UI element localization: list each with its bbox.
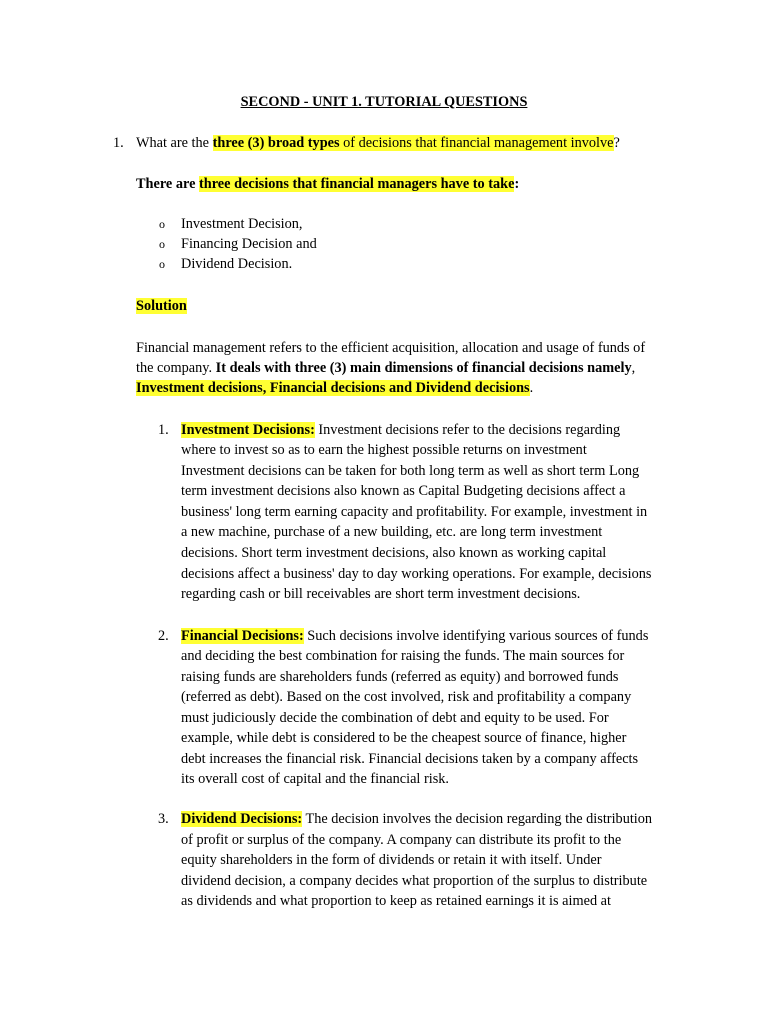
item-line: (referred as debt). Based on the cost involved, risk and profitability a company <box>181 689 632 705</box>
page-title: SECOND - UNIT 1. TUTORIAL QUESTIONS <box>240 94 528 110</box>
item-line: Investment decisions can be taken for both long term as well as short term Long <box>181 463 640 479</box>
item-number: 3. <box>158 811 169 827</box>
item-first-line-text: Such decisions involve identifying various sources of funds <box>303 628 649 644</box>
item-line: its overall cost of capital and the financial risk. <box>181 771 449 787</box>
item-line: where to invest so as to earn the highest possible returns on investment <box>181 442 587 458</box>
item-line: business' long term earning capacity and profitability. For example, investment in <box>181 504 648 520</box>
item-line: decisions affect a business' day to day working operations. For example, decisions <box>181 566 652 582</box>
item-number: 2. <box>158 628 169 644</box>
item-line: equity shareholders in the form of dividends or retain it with itself. Under <box>181 852 602 868</box>
question-text-end: ? <box>613 135 620 151</box>
intro-line-2-end: , <box>631 360 636 376</box>
item-first-line <box>181 626 648 647</box>
question-highlight: three (3) broad types <box>212 135 340 151</box>
item-heading: Financial Decisions: <box>181 628 304 644</box>
item-heading: Investment Decisions: <box>181 422 315 438</box>
bullet-item: Dividend Decision. <box>181 256 293 272</box>
bullet-marker: o <box>159 257 165 271</box>
bullet-marker: o <box>159 237 165 251</box>
intro-line-1: Financial management refers to the efficient acquisition, allocation and usage of funds of <box>136 340 646 356</box>
item-line: regarding cash or bill receivables are short term investment decisions. <box>181 586 581 602</box>
solution-label: Solution <box>136 298 187 314</box>
answer-line <box>136 174 519 195</box>
answer-highlight: three decisions that financial managers have to take <box>199 176 515 192</box>
item-first-line <box>181 420 620 441</box>
item-line: must judiciously decide the combination of debt and equity to be used. For <box>181 710 609 726</box>
item-line: of profit or surplus of the company. A company can distribute its profit to the <box>181 832 622 848</box>
intro-line-3-highlight: Investment decisions, Financial decisions and Dividend decisions <box>136 380 530 396</box>
bullet-marker: o <box>159 217 165 231</box>
answer-end: : <box>514 176 520 192</box>
intro-line-3-end: . <box>529 380 534 396</box>
item-line: and deciding the best combination for raising the funds. The main sources for <box>181 648 625 664</box>
item-line: dividend decision, a company decides what proportion of the surplus to distribute <box>181 873 648 889</box>
item-line: raising funds are shareholders funds (referred as equity) and borrowed funds <box>181 669 619 685</box>
item-number: 1. <box>158 422 169 438</box>
question-text <box>136 133 620 154</box>
item-line: a new machine, purchase of a new building, etc. are long term investment <box>181 524 603 540</box>
answer-before: There are <box>136 176 199 192</box>
bullet-item: Financing Decision and <box>181 236 317 252</box>
item-line: term investment decisions also known as Capital Budgeting decisions affect a <box>181 483 626 499</box>
item-first-line <box>181 809 652 830</box>
item-line: as dividends and what proportion to keep as retained earnings it is aimed at <box>181 893 611 909</box>
intro-line-2 <box>136 358 635 379</box>
question-number: 1. <box>113 135 124 151</box>
item-first-line-text: The decision involves the decision regarding the distribution <box>302 811 653 827</box>
item-line: decisions. Short term investment decisions, also known as working capital <box>181 545 607 561</box>
question-text-middle: of decisions that financial management involve <box>339 135 614 151</box>
solution-heading <box>136 296 187 317</box>
item-line: debt increases the financial risk. Financial decisions taken by a company affects <box>181 751 639 767</box>
intro-line-3 <box>136 378 533 399</box>
bullet-item: Investment Decision, <box>181 216 303 232</box>
intro-line-2-plain: the company. <box>136 360 216 376</box>
item-heading: Dividend Decisions: <box>181 811 303 827</box>
question-text-before: What are the <box>136 135 213 151</box>
item-first-line-text: Investment decisions refer to the decisions regarding <box>314 422 621 438</box>
item-line: example, while debt is considered to be the cheapest source of finance, higher <box>181 730 627 746</box>
intro-line-2-bold: It deals with three (3) main dimensions of financial decisions namely <box>215 360 632 376</box>
